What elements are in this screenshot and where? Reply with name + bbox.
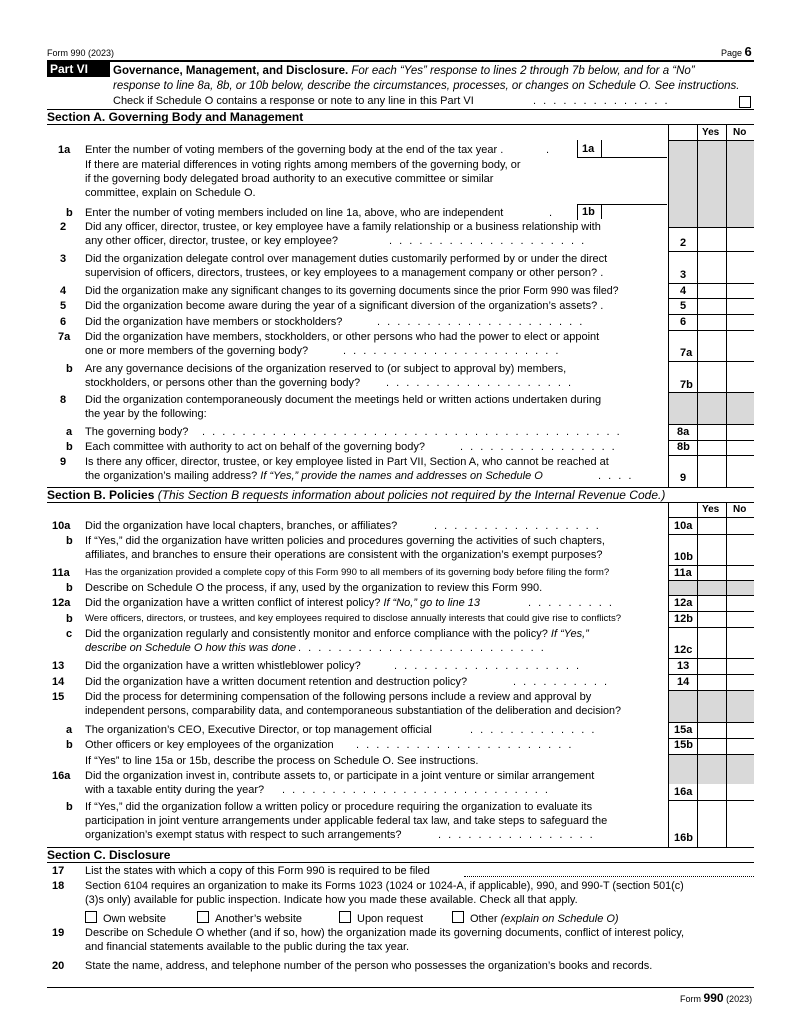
rule — [668, 580, 754, 581]
checkbox[interactable] — [452, 911, 464, 923]
line-20-text: State the name, address, and telephone number of the person who possesses the organization’s books and records. — [85, 960, 653, 972]
line-7a-text: one or more members of the governing body? — [85, 345, 309, 357]
rule — [668, 227, 754, 228]
line-code: 7a — [680, 347, 693, 359]
line-number: b — [66, 613, 73, 625]
section-b-title-text: Section B. Policies — [47, 488, 155, 502]
line-10a-text: Did the organization have local chapters, branches, or affiliates? — [85, 520, 398, 532]
leader-dots: . — [546, 144, 552, 156]
yes-header: Yes — [702, 504, 720, 515]
leader-dots: . . . . . . . . . . . . . — [470, 724, 597, 736]
line-code: 4 — [680, 285, 687, 297]
line-number: 10a — [52, 520, 71, 532]
checkbox[interactable] — [85, 911, 97, 923]
rule — [668, 140, 754, 141]
line-number: a — [66, 426, 73, 438]
line-number: 9 — [60, 456, 67, 468]
line-number: 7a — [58, 331, 71, 343]
section-b-subtitle: (This Section B requests information about policies not required by the Internal Revenue Code.) — [154, 488, 666, 502]
line-9-text-b: If “Yes,” provide the names and addresses on Schedule O — [257, 470, 543, 482]
shaded-area — [668, 754, 754, 784]
footer-rule — [47, 987, 754, 988]
part-title: Governance, Management, and Disclosure. — [113, 65, 349, 77]
part-badge: Part VI — [47, 62, 110, 77]
line-18-text: Section 6104 requires an organization to make its Forms 1023 (1024 or 1024-A, if applicable), 990, and 990-T (section 501(c) — [85, 880, 684, 892]
shaded-area — [668, 140, 754, 227]
line-code: 12a — [674, 597, 693, 609]
line-number: b — [66, 207, 73, 219]
line-number: 14 — [52, 676, 65, 688]
line-number: 5 — [60, 300, 67, 312]
line-16b-text: participation in joint venture arrangements under applicable federal tax law, and take steps to safeguard the — [85, 815, 608, 827]
line-number: 3 — [60, 253, 67, 265]
option-other[interactable] — [452, 911, 619, 926]
line-number: c — [66, 628, 73, 640]
header-rule — [47, 60, 754, 62]
option-own-website[interactable] — [85, 911, 166, 926]
rule — [668, 690, 754, 691]
line-code: 5 — [680, 300, 687, 312]
line-6-text: Did the organization have members or stockholders? — [85, 316, 343, 328]
footer-form-number: 990 — [703, 991, 724, 1005]
line-number: 18 — [52, 880, 65, 892]
line-number: 6 — [60, 316, 67, 328]
column-rule — [726, 124, 727, 487]
section-a-title: Section A. Governing Body and Management — [47, 110, 304, 124]
line-5-text: Did the organization become aware during the year of a significant diversion of the organization’s assets? . — [85, 300, 604, 312]
rule — [668, 627, 754, 628]
line-number: 20 — [52, 960, 65, 972]
rule — [668, 392, 754, 393]
line-12a-text — [85, 596, 480, 610]
line-number: b — [66, 363, 73, 375]
no-header: No — [733, 504, 747, 515]
line-1a-sub: if the governing body delegated broad authority to an executive committee or similar — [85, 173, 494, 185]
line-12b-text: Were officers, directors, or trustees, and key employees required to disclose annually interests that could give rise to conflicts? — [85, 613, 622, 624]
shaded-area — [668, 580, 754, 595]
line-12c-text — [85, 627, 589, 641]
leader-dots: . . . . . . . . . . . . . . . . . . . . — [389, 235, 587, 247]
line-12c-text-b: If “Yes,” — [547, 628, 589, 640]
option-anothers-website[interactable] — [197, 911, 302, 926]
shaded-area — [668, 690, 754, 722]
line-9-text: Is there any officer, director, trustee, or key employee listed in Part VII, Section A, who cannot be reached at — [85, 456, 609, 468]
column-rule — [697, 124, 698, 487]
line-8b-text: Each committee with authority to act on behalf of the governing body? — [85, 441, 425, 453]
line-10b-text: affiliates, and branches to ensure their operations are consistent with the organization’s exempt purposes? — [85, 549, 603, 561]
checkbox[interactable] — [339, 911, 351, 923]
rule — [601, 204, 602, 219]
form-header-left: Form 990 (2023) — [47, 48, 115, 58]
line-12c-text: describe on Schedule O how this was done — [85, 642, 296, 654]
footer-year: (2023) — [726, 994, 753, 1004]
section-c-title: Section C. Disclosure — [47, 848, 171, 862]
line-code: 16a — [674, 786, 693, 798]
line-code: 6 — [680, 316, 687, 328]
line-12c-text-a: Did the organization regularly and consistently monitor and enforce compliance with the policy? — [85, 628, 548, 640]
line-12a-text-a: Did the organization have a written conflict of interest policy? — [85, 597, 381, 609]
line-number: 11a — [52, 567, 70, 579]
line-3-text: supervision of officers, directors, trustees, or key employees to a management company or other person? . — [85, 267, 604, 279]
rule — [668, 330, 754, 331]
leader-dots: . . . . . . . . . . . . . . . . . . . — [394, 660, 582, 672]
rule — [668, 455, 754, 456]
line-number: 12a — [52, 597, 71, 609]
line-16a-text: with a taxable entity during the year? — [85, 784, 265, 796]
option-label: Own website — [103, 913, 166, 925]
leader-dots: . . . . . . . . . . . . . . . . . . . . . . — [356, 739, 574, 751]
line-7b-text: Are any governance decisions of the organization reserved to (or subject to approval by) members, — [85, 363, 567, 375]
leader-dots: . . . . — [598, 470, 634, 482]
leader-dots: . . . . . . . . . . . . . . . . . . . . . . . . . . . . . . . . . . . . . . . . . . — [202, 426, 622, 438]
line-4-text: Did the organization make any significant changes to its governing documents since the prior Form 990 was filed? — [85, 285, 619, 297]
line-2-text: any other officer, director, trustee, or key employee? — [85, 235, 338, 247]
line-number: b — [66, 739, 73, 751]
rule — [668, 800, 754, 801]
line-19-text: Describe on Schedule O whether (and if so, how) the organization made its governing documents, conflict of interest policy, — [85, 927, 685, 939]
line-7a-text: Did the organization have members, stockholders, or other persons who had the power to elect or appoint — [85, 331, 600, 343]
leader-dots: . . . . . . . . . . . . . . . . . — [434, 520, 601, 532]
line-15-text: independent persons, comparability data, and contemporaneous substantiation of the deliberation and decision? — [85, 705, 622, 717]
leader-dots: . . . . . . . . . . . . . . . . . . . . . . — [343, 345, 561, 357]
line-code: 3 — [680, 269, 687, 281]
line-1b-text: Enter the number of voting members included on line 1a, above, who are independent — [85, 207, 504, 219]
line-number: 1a — [58, 144, 71, 156]
leader-dots: . . . . . . . . . . . . . . . . . . . . . . . . . — [298, 642, 546, 654]
form-footer — [680, 991, 752, 1006]
line-number: 8 — [60, 394, 67, 406]
line-number: 2 — [60, 221, 67, 233]
line-number: b — [66, 535, 73, 547]
section-b-title — [47, 488, 665, 502]
rule — [668, 361, 754, 362]
leader-dots: . . . . . . . . . . . . . . . . . . . . . . . . . . . — [282, 784, 550, 796]
rule — [668, 754, 754, 755]
line-2-text: Did any officer, director, trustee, or key employee have a family relationship or a business relationship with — [85, 221, 601, 233]
rule — [47, 862, 754, 863]
leader-dots: . . . . . . . . . . . . . . . . — [460, 441, 617, 453]
checkbox[interactable] — [197, 911, 209, 923]
shaded-area — [668, 392, 754, 424]
line-11b-text: Describe on Schedule O the process, if any, used by the organization to review this Form 990. — [85, 582, 543, 594]
rule — [668, 251, 754, 252]
line-16a-text: Did the organization invest in, contribute assets to, or participate in a joint venture or similar arrangement — [85, 770, 595, 782]
line-3-text: Did the organization delegate control over management duties customarily performed by or under the direct — [85, 253, 608, 265]
line-number: b — [66, 441, 73, 453]
line-number: a — [66, 724, 73, 736]
line-code: 8b — [677, 441, 690, 453]
line-15a-text: The organization’s CEO, Executive Director, or top management official — [85, 724, 432, 736]
line-code: 12c — [674, 644, 693, 656]
line-number: 19 — [52, 927, 65, 939]
line-1a-sub: committee, explain on Schedule O. — [85, 187, 256, 199]
line-15-text: Did the process for determining compensation of the following persons include a review and approval by — [85, 691, 592, 703]
line-9-text-a: the organization’s mailing address? — [85, 470, 258, 482]
line-code: 14 — [677, 676, 690, 688]
line-16b-text: If “Yes,” did the organization follow a written policy or procedure requiring the organization to evaluate its — [85, 801, 593, 813]
part-title-line — [113, 64, 695, 78]
line-14-text: Did the organization have a written document retention and destruction policy? — [85, 676, 468, 688]
rule — [668, 534, 754, 535]
line-number: 4 — [60, 285, 67, 297]
leader-dots: . . . . . . . . . . . . . . . . . . . . . — [377, 316, 585, 328]
line-18-text: (3)s only) available for public inspection. Indicate how you made these available. Check all that apply. — [85, 894, 578, 906]
line-code: 10a — [674, 520, 693, 532]
leader-dots: . . . . . . . . . . . . . . . . . . . — [386, 377, 574, 389]
option-label: Another’s website — [215, 913, 303, 925]
line-code: 13 — [677, 660, 690, 672]
column-rule — [668, 124, 669, 487]
leader-dots: . . . . . . . . . . . . . . — [533, 95, 670, 107]
option-label: Other — [470, 913, 498, 925]
line-15b-text: Other officers or key employees of the organization — [85, 739, 334, 751]
column-rule — [697, 502, 698, 848]
line-10b-text: If “Yes,” did the organization have written policies and procedures governing the activities of such chapters, — [85, 535, 605, 547]
line-code: 9 — [680, 472, 687, 484]
line-8-text: the year by the following: — [85, 408, 207, 420]
leader-dots: . — [549, 207, 555, 219]
line-code: 8a — [677, 426, 690, 438]
line-code: 15b — [674, 739, 693, 751]
page-label — [721, 45, 752, 60]
line-17-text: List the states with which a copy of this Form 990 is required to be filed — [85, 865, 430, 877]
no-header: No — [733, 127, 747, 138]
line-number: b — [66, 582, 73, 594]
option-upon-request[interactable] — [339, 911, 423, 926]
option-label: Upon request — [357, 913, 424, 925]
column-rule — [726, 502, 727, 848]
line-19-text: and financial statements available to the public during the tax year. — [85, 941, 410, 953]
part-intro-2: response to line 8a, 8b, or 10b below, describe the circumstances, processes, or changes on Schedule O. See instructions. — [113, 80, 740, 92]
page-number: 6 — [744, 44, 752, 59]
page-label-text: Page — [721, 48, 743, 58]
leader-dots: . . . . . . . . . — [528, 597, 614, 609]
line-8-text: Did the organization contemporaneously document the meetings held or written actions undertaken during — [85, 394, 602, 406]
part-intro-1: For each “Yes” response to lines 2 through 7b below, and for a “No” — [348, 65, 695, 77]
line-code: 1b — [582, 206, 595, 218]
line-number: 17 — [52, 865, 65, 877]
line-12a-text-b: If “No,” go to line 13 — [380, 597, 480, 609]
column-rule — [668, 502, 669, 848]
line-code: 2 — [680, 237, 687, 249]
line-code: 15a — [674, 724, 693, 736]
line-code: 1a — [582, 143, 595, 155]
line-number: b — [66, 801, 73, 813]
rule — [668, 517, 754, 518]
line-number: 15 — [52, 691, 65, 703]
rule — [601, 140, 602, 157]
line-11a-text: Has the organization provided a complete copy of this Form 990 to all members of its governing body before filing the form? — [85, 567, 610, 578]
leader-dots: . . . . . . . . . . — [513, 676, 610, 688]
line-9-text — [85, 469, 543, 483]
line-7b-text: stockholders, or persons other than the governing body? — [85, 377, 361, 389]
line-number: 13 — [52, 660, 65, 672]
line-13-text: Did the organization have a written whistleblower policy? — [85, 660, 361, 672]
footer-form-label: Form — [680, 994, 701, 1004]
option-note: (explain on Schedule O) — [497, 913, 619, 925]
line-1a-sub: If there are material differences in voting rights among members of the governing body, or — [85, 159, 521, 171]
line-16b-text: organization’s exempt status with respect to such arrangements? — [85, 829, 402, 841]
rule — [47, 124, 754, 125]
line-code: 16b — [674, 832, 693, 844]
rule — [47, 502, 754, 503]
line-15-note: If “Yes” to line 15a or 15b, describe the process on Schedule O. See instructions. — [85, 755, 479, 767]
line-code: 10b — [674, 551, 693, 563]
yes-header: Yes — [702, 127, 720, 138]
line-code: 7b — [680, 379, 693, 391]
leader-dots: . . . . . . . . . . . . . . . . — [438, 829, 595, 841]
line-number: 16a — [52, 770, 71, 782]
schedule-o-checkbox[interactable] — [739, 96, 751, 108]
states-input[interactable] — [464, 876, 754, 877]
line-code: 11a — [674, 567, 692, 579]
line-1a-text: Enter the number of voting members of the governing body at the end of the tax year . — [85, 144, 504, 156]
schedule-o-check-label: Check if Schedule O contains a response or note to any line in this Part VI — [113, 95, 474, 107]
line-code: 12b — [674, 613, 693, 625]
line-8a-text: The governing body? — [85, 426, 189, 438]
